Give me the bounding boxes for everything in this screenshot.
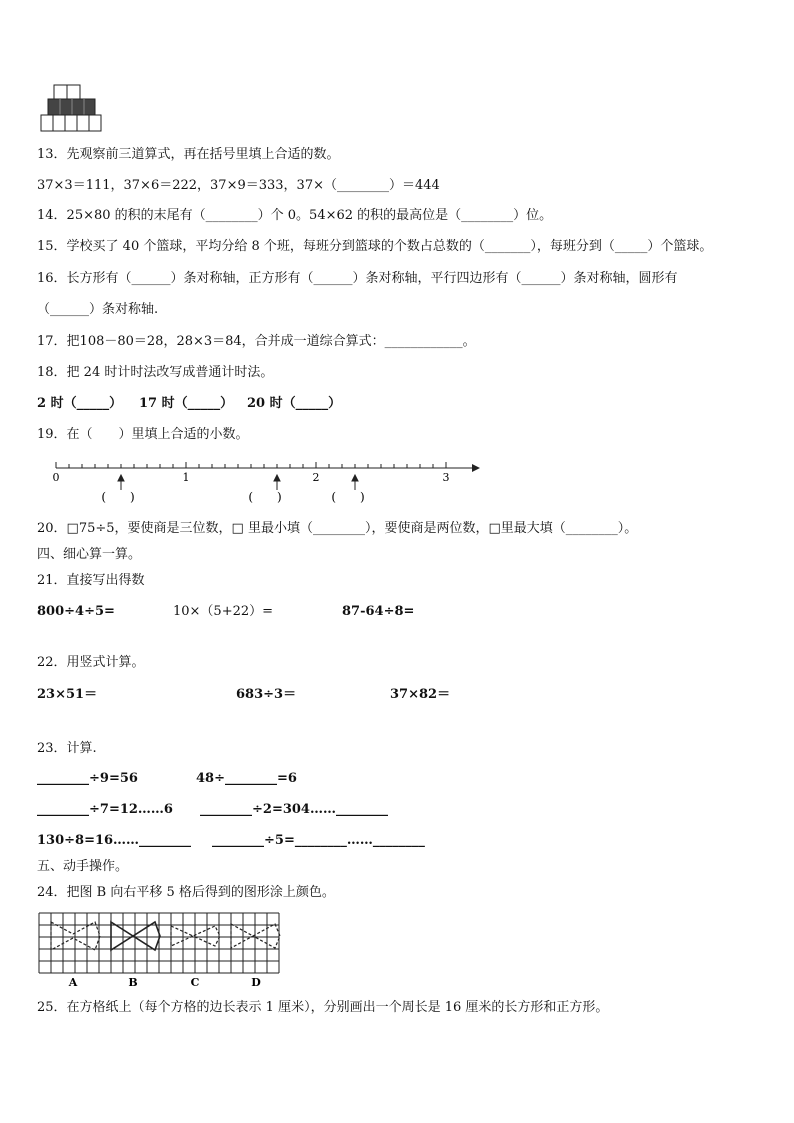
q23-prompt: 23．计算. bbox=[37, 741, 97, 756]
tick-label-2: 2 bbox=[312, 471, 320, 484]
q23-r1-a: ________÷9=56 bbox=[37, 771, 138, 786]
q22-prompt: 22．用竖式计算。 bbox=[37, 655, 145, 670]
blank-2: ( ) bbox=[248, 490, 282, 504]
blank-3: ( ) bbox=[331, 490, 365, 504]
arrow-right-icon bbox=[472, 464, 480, 472]
q19-prompt: 19．在（ ）里填上合适的小数。 bbox=[37, 427, 249, 442]
label-d: D bbox=[251, 976, 261, 989]
q14: 14．25×80 的积的末尾有（________）个 0。54×62 的积的最高位是（________）位。 bbox=[37, 208, 553, 223]
q13-equations: 37×3＝111，37×6＝222，37×9＝333，37×（________）＝444 bbox=[37, 178, 440, 193]
q18-item-1: 2 时（_____） bbox=[37, 396, 123, 411]
tick-label-3: 3 bbox=[442, 471, 450, 484]
q18-item-2: 17 时（_____） bbox=[139, 396, 234, 411]
grid-figure bbox=[38, 912, 288, 990]
q21-item-3: 87-64÷8= bbox=[342, 604, 415, 619]
q24-prompt: 24．把图 B 向右平移 5 格后得到的图形涂上颜色。 bbox=[37, 885, 335, 900]
q23-r2-b: ________÷2=304……________ bbox=[200, 802, 388, 817]
label-b: B bbox=[128, 976, 138, 989]
q23-r3-a: 130÷8=16……________ bbox=[37, 833, 192, 848]
q23-r2-a: ________÷7=12……6 bbox=[37, 802, 173, 817]
label-c: C bbox=[190, 976, 200, 989]
q23-r1-b: 48÷________=6 bbox=[196, 771, 297, 786]
tick-label-0: 0 bbox=[52, 471, 60, 484]
q21-prompt: 21．直接写出得数 bbox=[37, 573, 145, 588]
q21-item-1: 800÷4÷5= bbox=[37, 604, 115, 619]
q20: 20．□75÷5，要使商是三位数，□ 里最小填（________），要使商是两位数，□里最大填（________）。 bbox=[37, 521, 638, 536]
q17: 17．把108－80＝28，28×3＝84，合并成一道综合算式：____________。 bbox=[37, 334, 476, 349]
section-5-heading: 五、动手操作。 bbox=[37, 859, 129, 874]
q16-line1: 16．长方形有（______）条对称轴，正方形有（______）条对称轴，平行四边形有（______）条对称轴，圆形有 bbox=[37, 271, 678, 286]
q16-line2: （______）条对称轴. bbox=[37, 302, 159, 317]
q22-item-3: 37×82＝ bbox=[390, 687, 451, 702]
q18-prompt: 18．把 24 时计时法改写成普通计时法。 bbox=[37, 365, 274, 380]
q23-r3-b: ________÷5=________……________ bbox=[212, 833, 425, 848]
cube-stack-figure bbox=[40, 84, 102, 134]
blank-1: ( ) bbox=[101, 490, 135, 504]
number-line bbox=[40, 455, 490, 510]
q13-prompt: 13．先观察前三道算式，再在括号里填上合适的数。 bbox=[37, 147, 340, 162]
q15: 15．学校买了 40 个篮球，平均分给 8 个班，每班分到篮球的个数占总数的（_______），每班分到（_____）个篮球。 bbox=[37, 239, 713, 254]
q22-item-1: 23×51＝ bbox=[37, 687, 98, 702]
section-4-heading: 四、细心算一算。 bbox=[37, 547, 142, 562]
label-a: A bbox=[68, 976, 78, 989]
q18-item-3: 20 时（_____） bbox=[247, 396, 342, 411]
tick-label-1: 1 bbox=[182, 471, 190, 484]
q21-item-2: 10×（5+22）= bbox=[173, 604, 274, 619]
q22-item-2: 683÷3＝ bbox=[236, 687, 297, 702]
q25: 25．在方格纸上（每个方格的边长表示 1 厘米），分别画出一个周长是 16 厘米的长方形和正方形。 bbox=[37, 1000, 609, 1015]
